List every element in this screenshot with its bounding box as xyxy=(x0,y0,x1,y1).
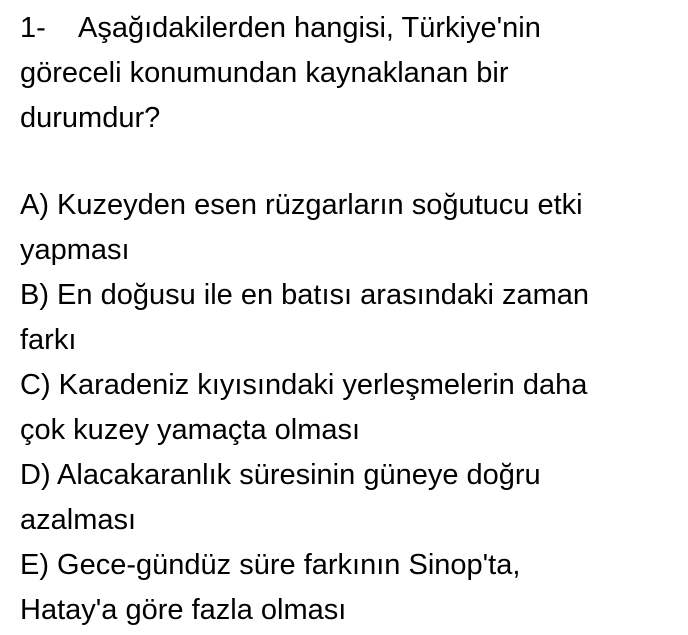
answer-options xyxy=(20,183,680,633)
option-c-line-1: C) Karadeniz kıyısındaki yerleşmelerin daha xyxy=(20,369,588,401)
option-e[interactable] xyxy=(20,543,680,633)
option-e-line-1: E) Gece-gündüz süre farkının Sinop'ta, xyxy=(20,549,521,581)
question-text-line: Aşağıdakilerden hangisi, Türkiye'nin xyxy=(78,12,541,44)
option-b-line-1: B) En doğusu ile en batısı arasındaki zaman xyxy=(20,279,590,311)
option-a-line-1: A) Kuzeyden esen rüzgarların soğutucu etki xyxy=(20,189,583,221)
option-b-line-2: farkı xyxy=(20,324,77,356)
option-d[interactable] xyxy=(20,453,680,543)
question-text-line: göreceli konumundan kaynaklanan bir xyxy=(20,57,509,89)
option-a[interactable] xyxy=(20,183,680,273)
option-d-line-1: D) Alacakaranlık süresinin güneye doğru xyxy=(20,459,541,491)
question-number: 1- xyxy=(20,12,46,44)
question-text-line: durumdur? xyxy=(20,102,161,134)
option-a-line-2: yapması xyxy=(20,234,130,266)
option-d-line-2: azalması xyxy=(20,504,137,536)
option-c[interactable] xyxy=(20,363,680,453)
option-c-line-2: çok kuzey yamaçta olması xyxy=(20,414,361,446)
option-e-line-2: Hatay'a göre fazla olması xyxy=(20,594,347,626)
option-b[interactable] xyxy=(20,273,680,363)
question-stem xyxy=(20,6,660,141)
question-first-line xyxy=(20,6,660,51)
